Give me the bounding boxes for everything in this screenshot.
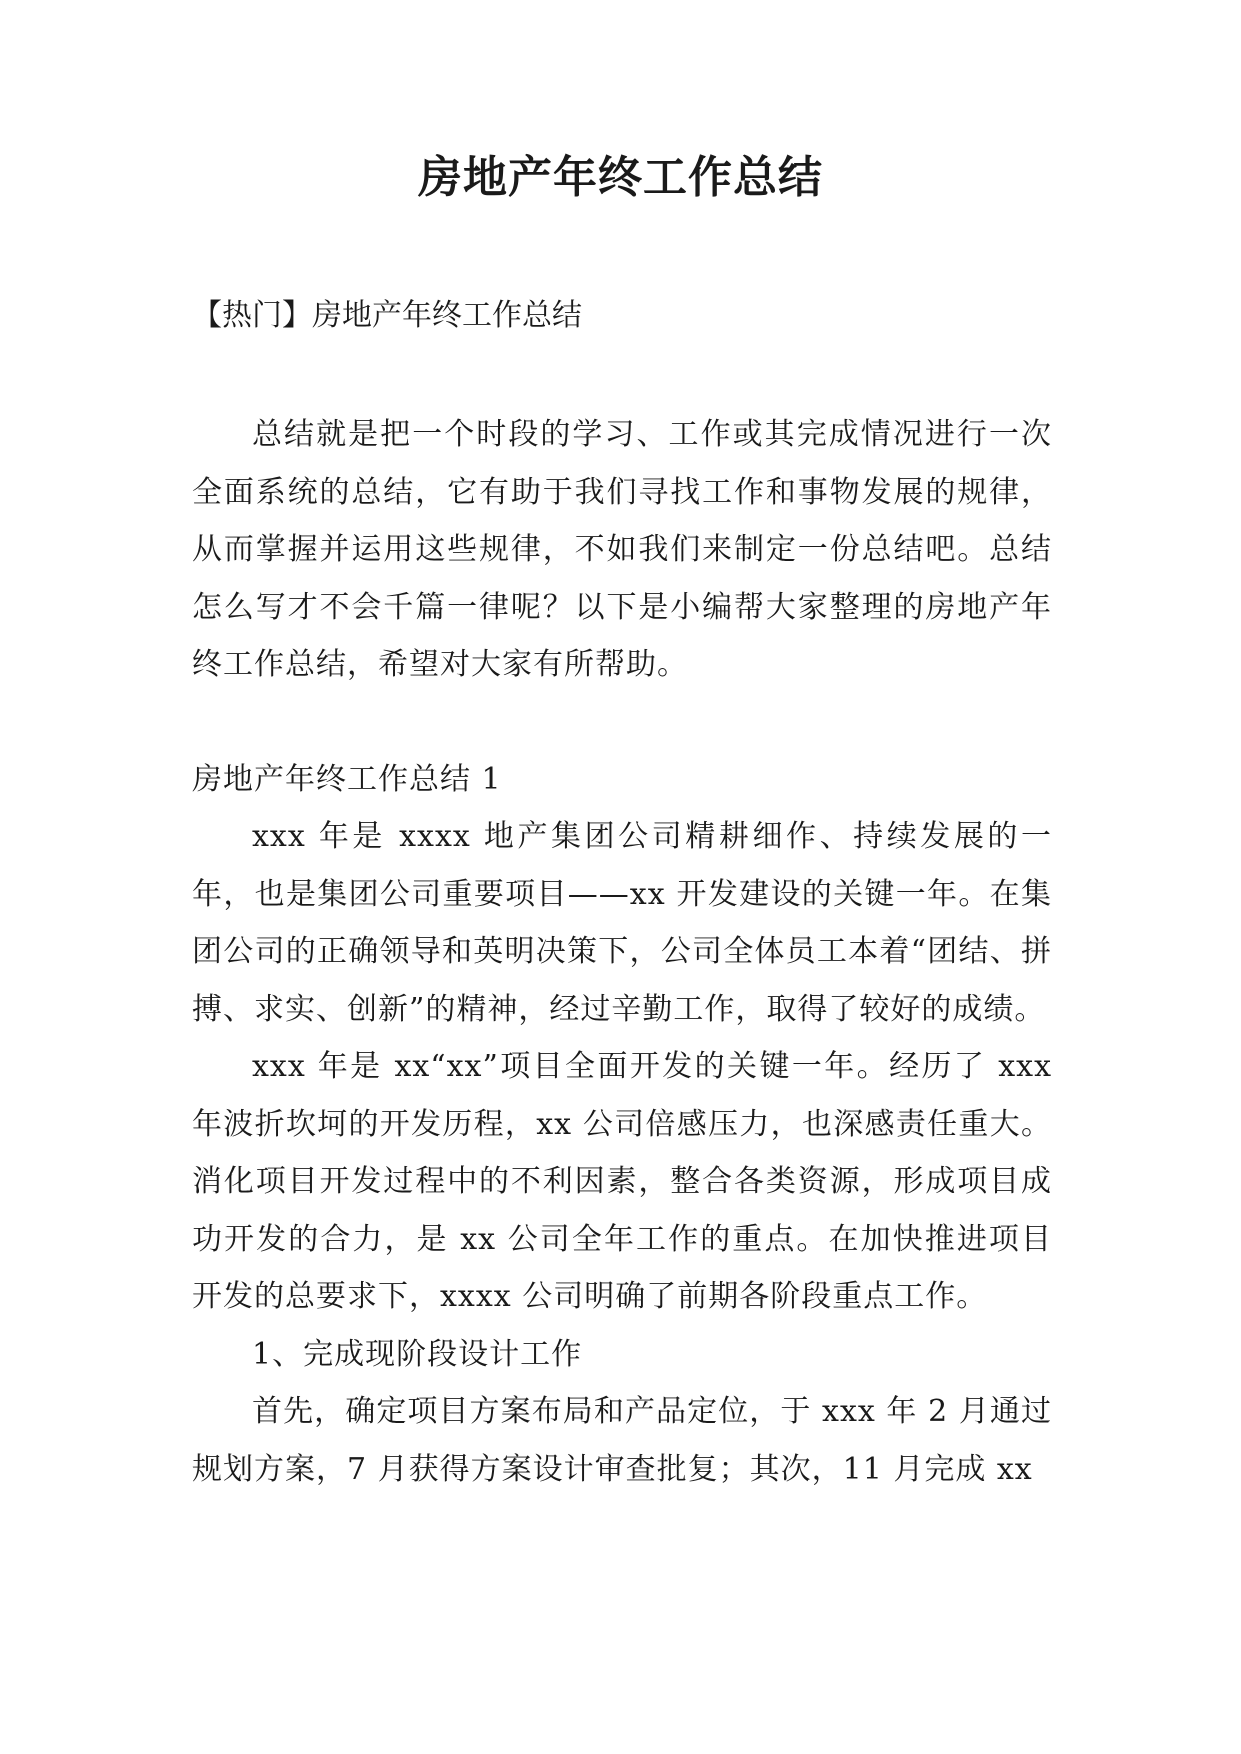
document-body — [192, 406, 1052, 1498]
section-title: 房地产年终工作总结 1 — [192, 761, 502, 797]
intro-paragraph: 总结就是把一个时段的学习、工作或其完成情况进行一次全面系统的总结，它有助于我们寻找工作和事物发展的规律，从而掌握并运用这些规律，不如我们来制定一份总结吧。总结怎么写才不会千篇一律呢？以下是小编帮大家整理的房地产年终工作总结，希望对大家有所帮助。 — [192, 417, 1052, 682]
list-heading: 1、完成现阶段设计工作 — [252, 1336, 583, 1372]
document-subtitle: 【热门】房地产年终工作总结 — [192, 298, 582, 333]
paragraph-gap — [192, 694, 1052, 751]
document-title: 房地产年终工作总结 — [418, 152, 823, 203]
body-paragraph: 首先，确定项目方案布局和产品定位，于 xxx 年 2 月通过规划方案，7 月获得方案设计审查批复；其次，11 月完成 xx — [192, 1394, 1052, 1487]
body-paragraph: xxx 年是 xxxx 地产集团公司精耕细作、持续发展的一年，也是集团公司重要项目——xx 开发建设的关键一年。在集团公司的正确领导和英明决策下，公司全体员工本着“团结、拼搏、求实、创新”的精神，经过辛勤工作，取得了较好的成绩。 — [192, 819, 1052, 1027]
body-paragraph: xxx 年是 xx“xx”项目全面开发的关键一年。经历了 xxx 年波折坎坷的开发历程，xx 公司倍感压力，也深感责任重大。消化项目开发过程中的不利因素，整合各类资源，形成项目成功开发的合力，是 xx 公司全年工作的重点。在加快推进项目开发的总要求下，xxxx 公司明确了前期各阶段重点工作。 — [192, 1049, 1052, 1314]
